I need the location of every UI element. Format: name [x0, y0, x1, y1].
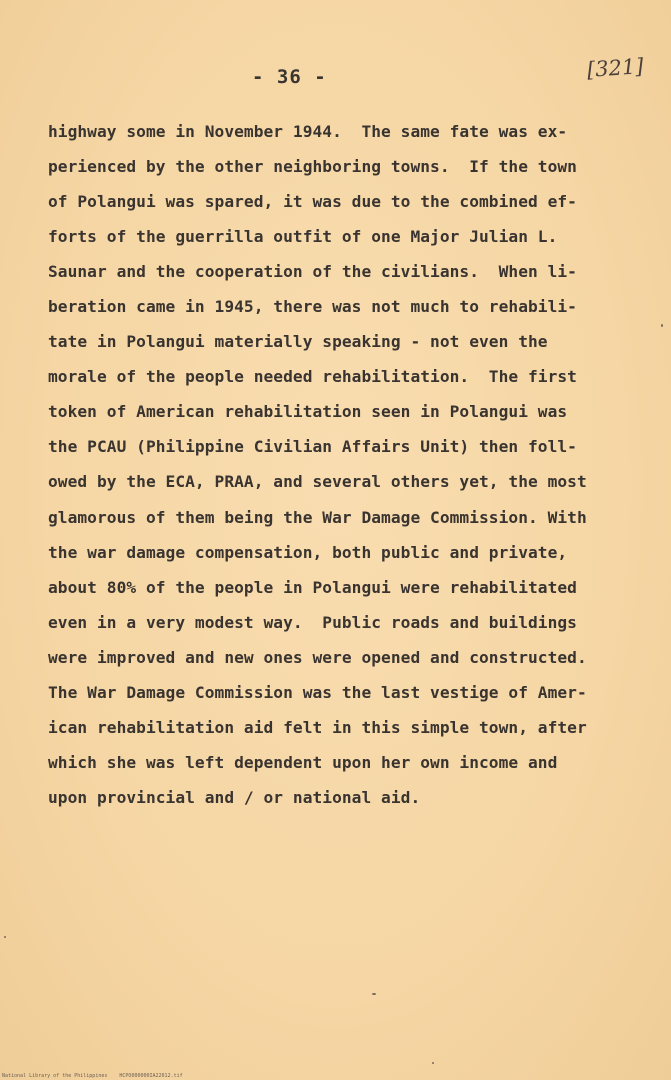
paper-speck	[432, 1062, 434, 1064]
text-line: token of American rehabilitation seen in Polangui was	[48, 402, 568, 421]
text-line: which she was left dependent upon her own income and	[48, 753, 558, 772]
text-line: owed by the ECA, PRAA, and several others yet, the most	[48, 472, 587, 491]
text-line: upon provincial and / or national aid.	[48, 788, 421, 807]
text-line: about 80% of the people in Polangui were rehabilitated	[48, 578, 577, 597]
text-line: of Polangui was spared, it was due to the combined ef-	[48, 192, 577, 211]
text-line: morale of the people needed rehabilitation. The first	[48, 367, 577, 386]
text-line: beration came in 1945, there was not much to rehabili-	[48, 297, 577, 316]
text-line: ican rehabilitation aid felt in this simple town, after	[48, 718, 587, 737]
paper-speck	[661, 324, 663, 327]
text-line: were improved and new ones were opened and constructed.	[48, 648, 587, 667]
text-line: forts of the guerrilla outfit of one Major Julian L.	[48, 227, 558, 246]
text-line: Saunar and the cooperation of the civilians. When li-	[48, 262, 577, 281]
text-line: the PCAU (Philippine Civilian Affairs Unit) then foll-	[48, 437, 577, 456]
paper-speck	[372, 993, 376, 995]
scan-footer: National Library of the Philippines HCPO000000IA22012.tif	[2, 1073, 183, 1079]
text-line: highway some in November 1944. The same fate was ex-	[48, 122, 568, 141]
text-line: tate in Polangui materially speaking - not even the	[48, 332, 548, 351]
archive-reference-mark: [321]	[586, 54, 645, 82]
paper-speck	[4, 936, 6, 938]
text-line: The War Damage Commission was the last vestige of Amer-	[48, 683, 587, 702]
text-line: even in a very modest way. Public roads and buildings	[48, 613, 577, 632]
text-line: glamorous of them being the War Damage Commission. With	[48, 508, 587, 527]
text-line: the war damage compensation, both public and private,	[48, 543, 568, 562]
page-number: - 36 -	[252, 66, 327, 88]
text-line: perienced by the other neighboring towns. If the town	[48, 157, 577, 176]
